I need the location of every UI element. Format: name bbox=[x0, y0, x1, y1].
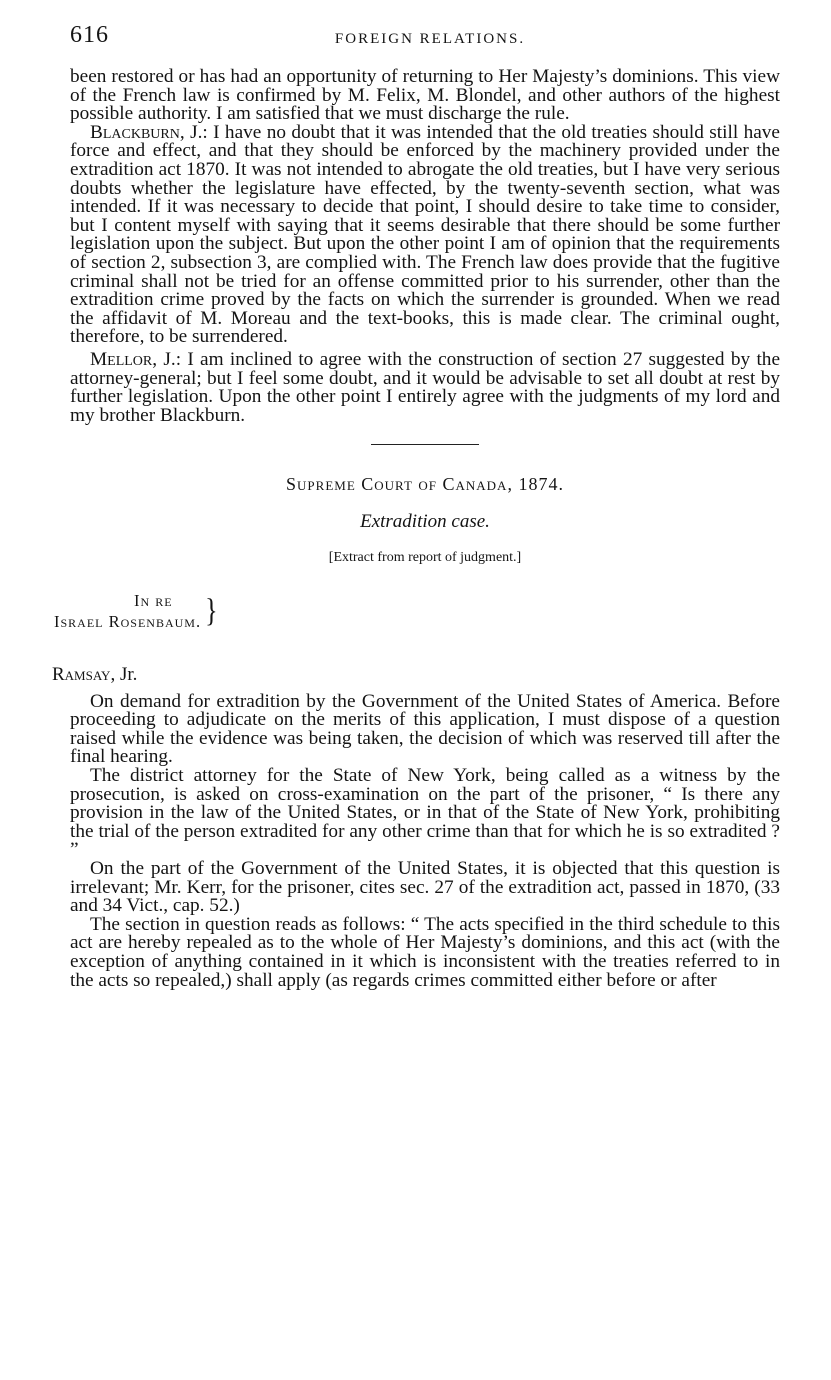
caption-brace: } bbox=[205, 591, 218, 629]
paragraph: The section in question reads as follows: “ The acts specified in the third schedule to this act are hereby repealed as to the whole of Her Majesty’s dominions, and this act (with the exception of anything contained in it which is inconsistent with the treaties referred to in the acts so repealed,) shall apply (as regards crimes committed either before or after bbox=[70, 913, 780, 991]
court-title: Supreme Court of Canada, 1874. bbox=[286, 474, 564, 495]
extract-note: [Extract from report of judgment.] bbox=[328, 550, 522, 566]
running-title: FOREIGN RELATIONS. bbox=[334, 31, 526, 47]
case-title: Extradition case. bbox=[360, 510, 490, 532]
paragraph: On the part of the Government of the United States, it is objected that this question is irrelevant; Mr. Kerr, for the prisoner, cites sec. 27 of the extradition act, passed in 1870, (33 and 34 Vict., cap. 52.) bbox=[70, 858, 780, 917]
speaker-name: Blackburn bbox=[90, 121, 180, 143]
paragraph-mellor bbox=[70, 348, 780, 426]
paragraph-text: , J.: I have no doubt that it was intended that the old treaties should still have force and effect, and that they should be enforced by the machinery provided under the extradition act 1870. It was not intended to abrogate the old treaties, but I have very serious doubts whether the legislature have effected, by the twenty-seventh section, what was intended. If it was necessary to decide that point, I should desire to take time to consider, but I content myself with saying that it seems desirable that there should be some further legislation upon the subject. But upon the other point I am of opinion that the requirements of section 2, subsection 3, are complied with. The French law does provide that the fugitive criminal shall not be tried for an offense committed prior to his surrender, other than the extradition crime proved by the facts on which the surrender is grounded. When we read the affidavit of M. Moreau and the text-books, this is made clear. The criminal ought, therefore, to be surrendered. bbox=[70, 121, 780, 348]
paragraph: On demand for extradition by the Government of the United States of America. Before proceeding to adjudicate on the merits of this application, I must dispose of a question raised while the evidence was being taken, the decision of which was reserved till after the final hearing. bbox=[70, 690, 780, 768]
judge-name: Ramsay bbox=[52, 664, 111, 686]
paragraph: The district attorney for the State of New York, being called as a witness by the prosecution, is asked on cross-examination on the part of the prisoner, “ Is there any provision in the law of the United States, or in that of the State of New York, prohibiting the trial of the person extradited for any other crime than that for which he is so extradited ? ” bbox=[70, 765, 780, 861]
judge-line bbox=[52, 666, 780, 685]
speaker-name: Mellor bbox=[90, 348, 153, 370]
paragraph-blackburn bbox=[70, 121, 780, 348]
party-name: Israel Rosenbaum. bbox=[54, 612, 202, 632]
page-number: 616 bbox=[70, 22, 109, 48]
case-caption bbox=[54, 590, 780, 632]
section-divider bbox=[371, 444, 479, 445]
page-header bbox=[70, 22, 780, 54]
in-re-label: In re bbox=[134, 591, 173, 611]
judge-suffix: , Jr. bbox=[110, 664, 138, 686]
paragraph-text: , J.: I am inclined to agree with the construction of section 27 suggested by the attorney-general; but I feel some doubt, and it would be advisable to set all doubt at rest by further legislation. Upon the other point I entirely agree with the judgments of my lord and my brother Blackburn. bbox=[70, 348, 780, 426]
body-text bbox=[52, 66, 780, 991]
paragraph-continuation: been restored or has had an opportunity of returning to Her Majesty’s dominions. This view of the French law is confirmed by M. Felix, M. Blondel, and other authors of the highest possible authority. I am satisfied that we must discharge the rule. bbox=[70, 66, 780, 125]
